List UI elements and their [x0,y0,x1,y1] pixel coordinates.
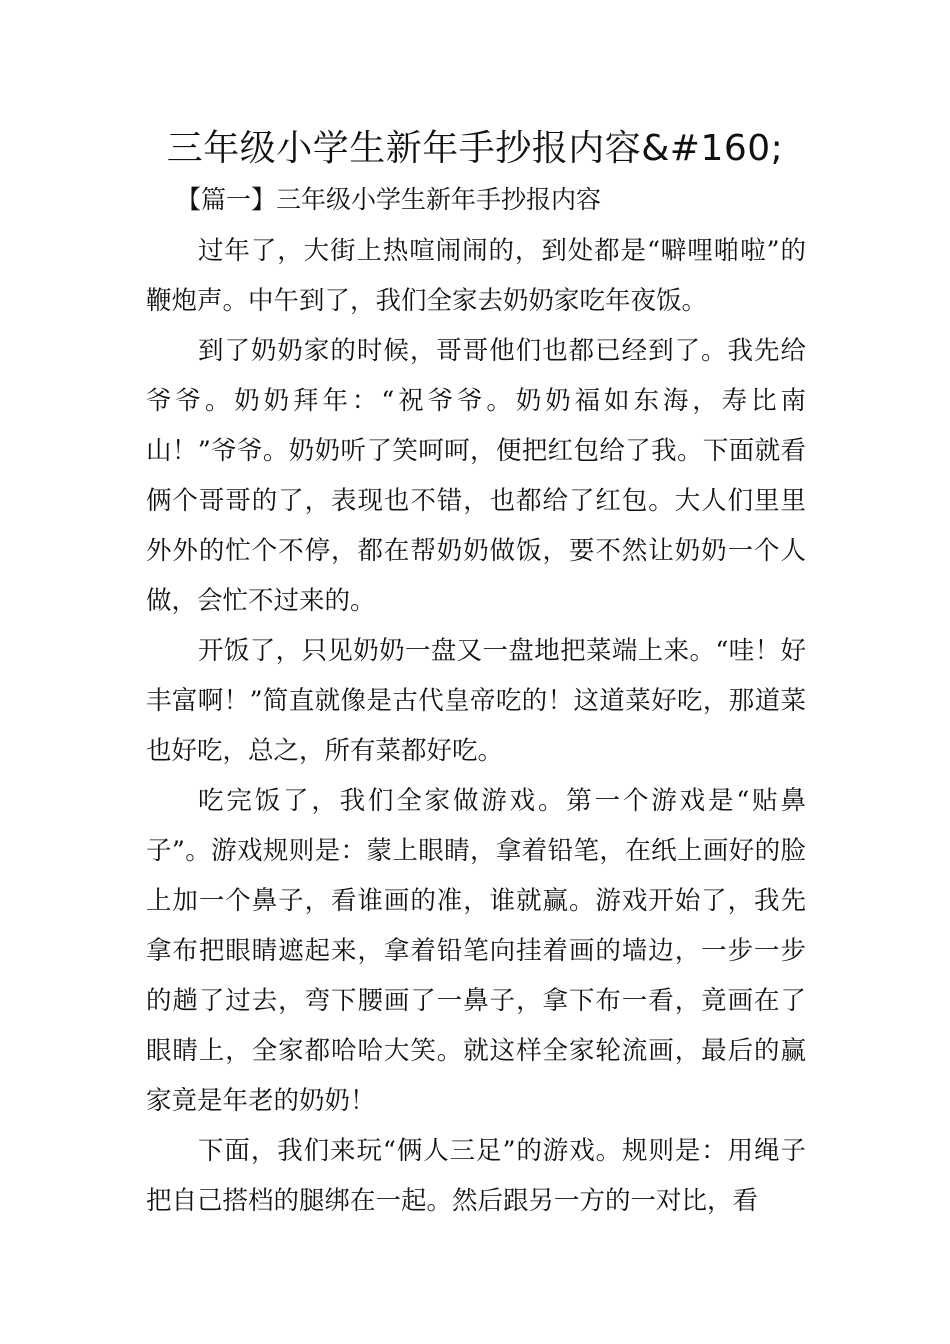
paragraph-2: 到了奶奶家的时候，哥哥他们也都已经到了。我先给爷爷。奶奶拜年：“祝爷爷。奶奶福如东海，寿比南山！”爷爷。奶奶听了笑呵呵，便把红包给了我。下面就看俩个哥哥的了，表现也不错，也都给了红包。大人们里里外外的忙个不停，都在帮奶奶做饭，要不然让奶奶一个人做，会忙不过来的。 [146,336,806,616]
section-heading: 【篇一】三年级小学生新年手抄报内容 [176,185,602,214]
paragraph-3: 开饭了，只见奶奶一盘又一盘地把菜端上来。“哇！好丰富啊！”简直就像是古代皇帝吃的！这道菜好吃，那道菜也好吃，总之，所有菜都好吃。 [146,636,806,766]
paragraph-4: 吃完饭了，我们全家做游戏。第一个游戏是“贴鼻子”。游戏规则是：蒙上眼睛，拿着铅笔，在纸上画好的脸上加一个鼻子，看谁画的准，谁就赢。游戏开始了，我先拿布把眼睛遮起来，拿着铅笔向挂着画的墙边，一步一步的趟了过去，弯下腰画了一鼻子，拿下布一看，竟画在了眼睛上，全家都哈哈大笑。就这样全家轮流画，最后的赢家竟是年老的奶奶！ [146,786,806,1116]
paragraph-5: 下面，我们来玩“俩人三足”的游戏。规则是：用绳子把自己搭档的腿绑在一起。然后跟另一方的一对比，看 [146,1136,806,1216]
paragraph-1: 过年了，大街上热喧闹闹的，到处都是“噼哩啪啦”的鞭炮声。中午到了，我们全家去奶奶家吃年夜饭。 [146,236,806,316]
document-title: 三年级小学生新年手抄报内容&#160; [166,128,784,169]
document-body [146,226,806,1226]
